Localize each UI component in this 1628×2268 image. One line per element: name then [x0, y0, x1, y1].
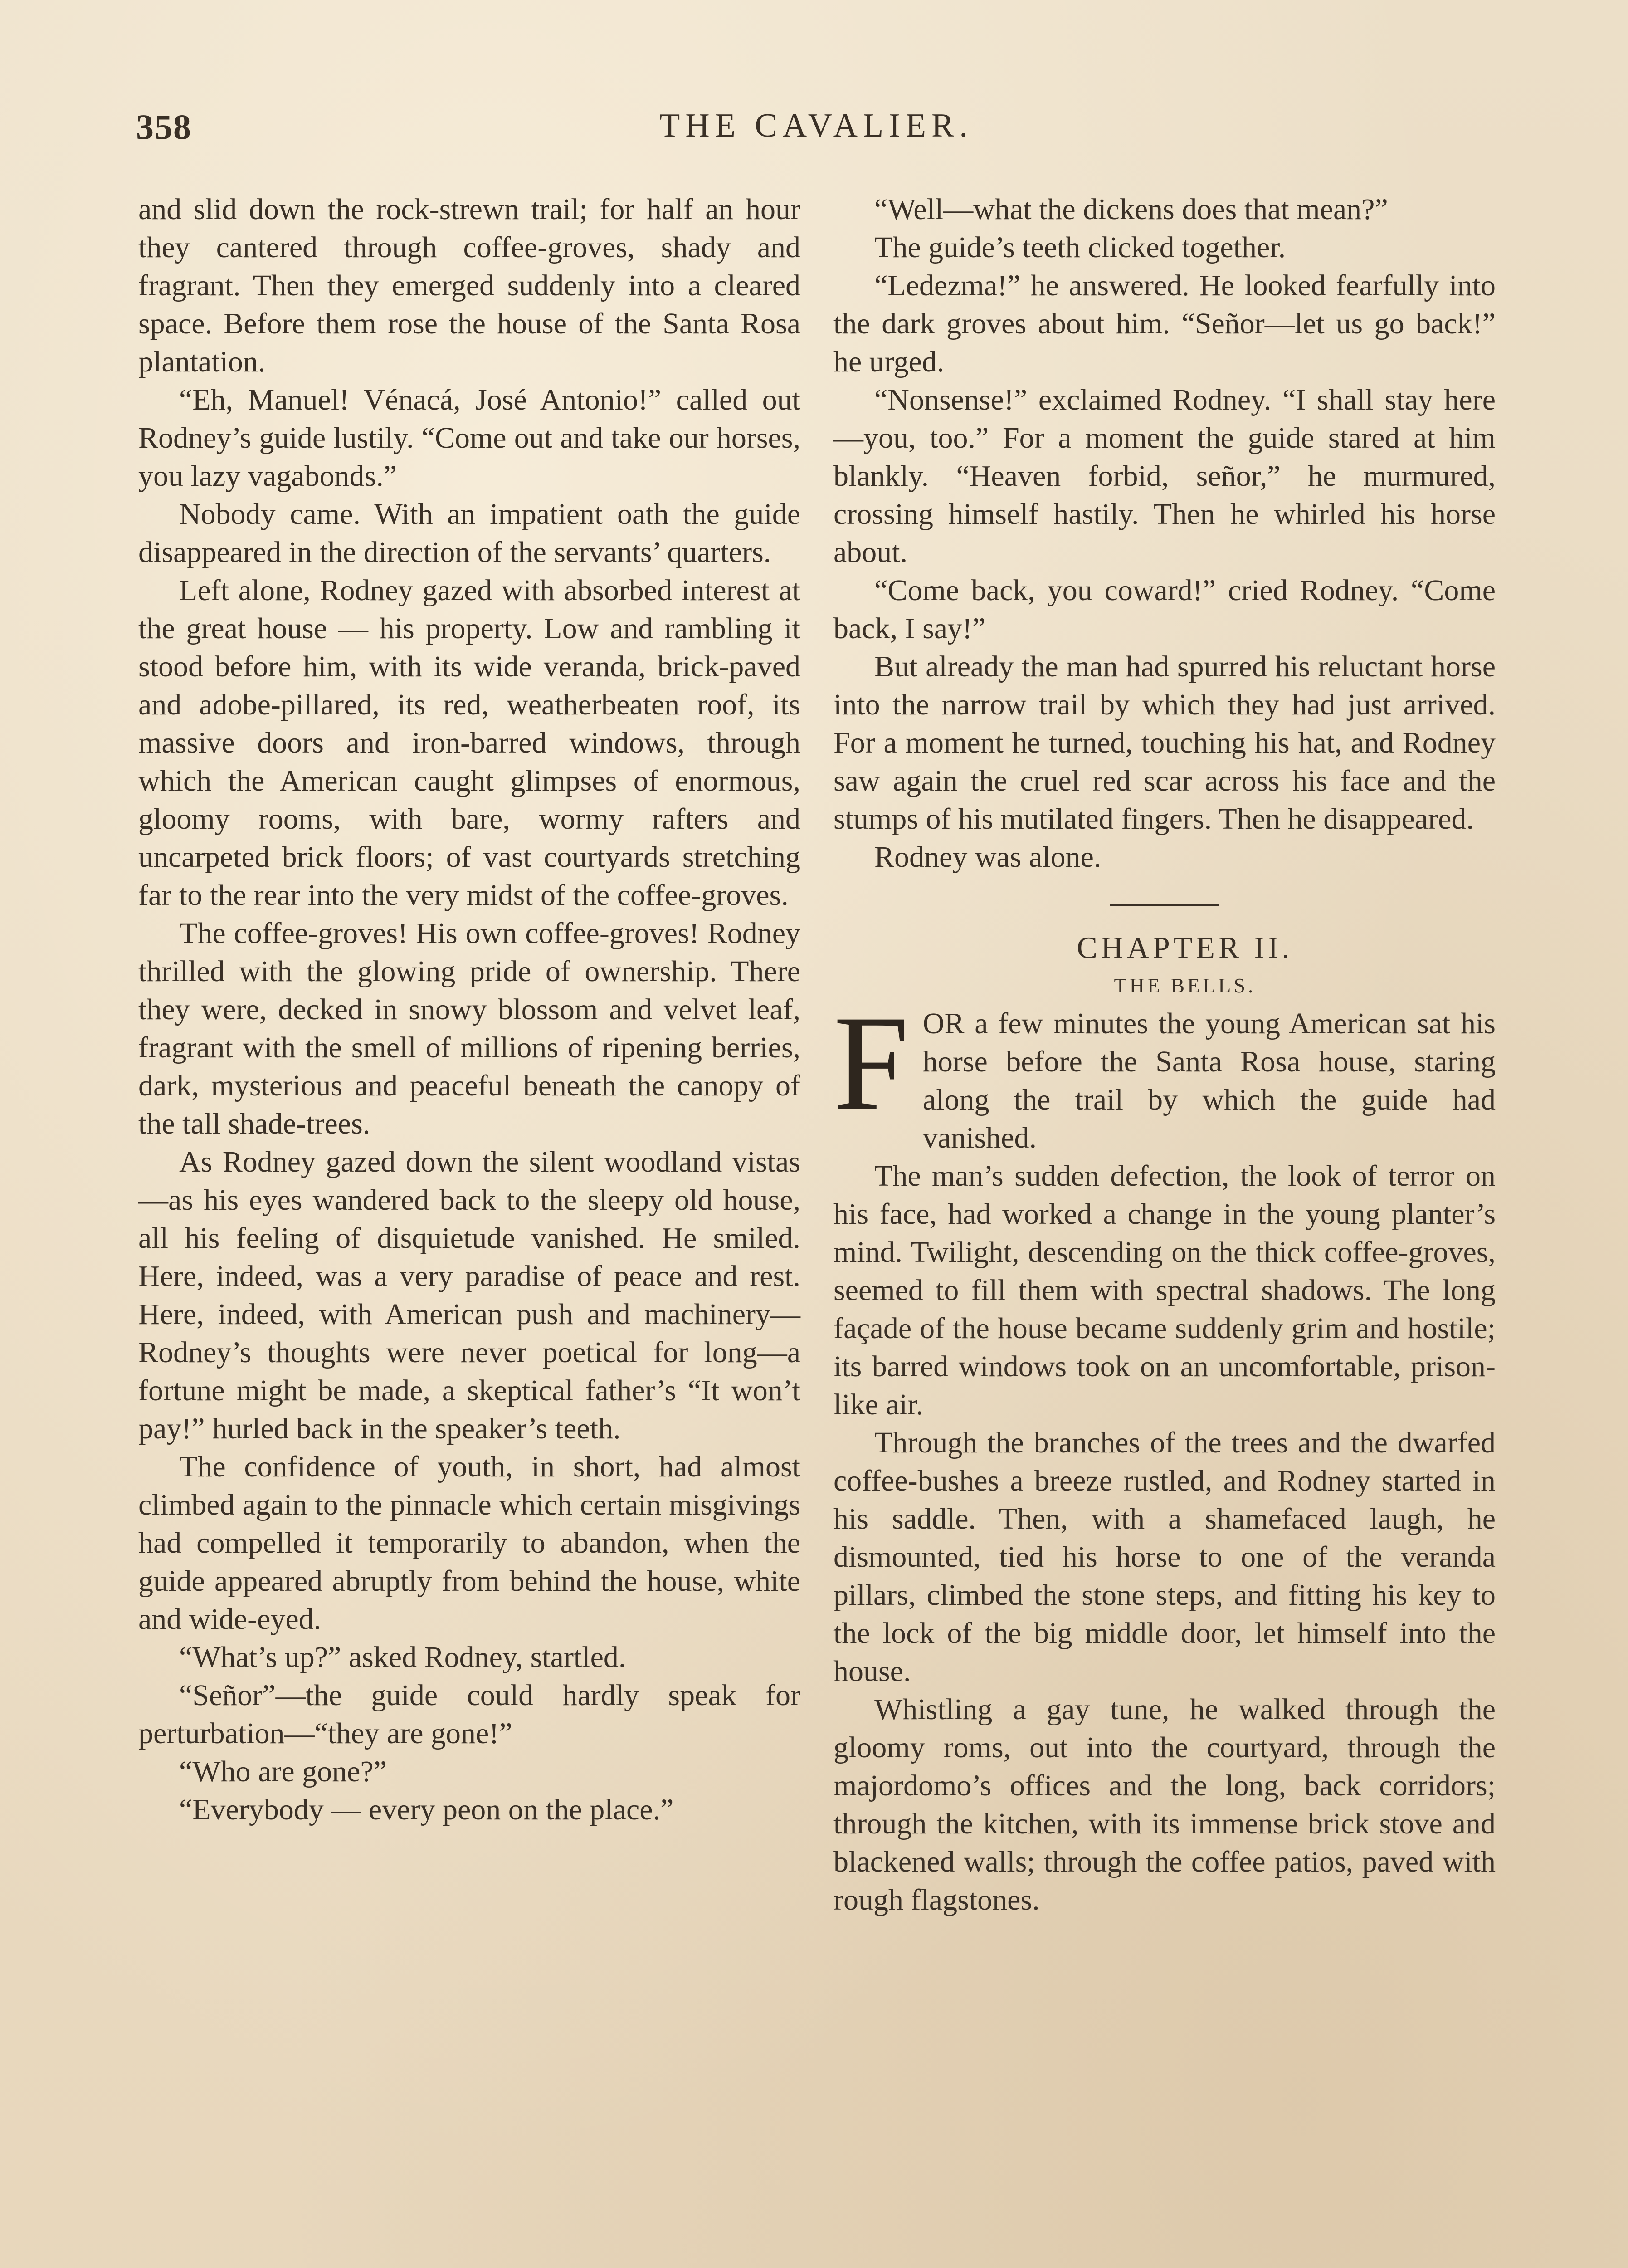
- paragraph: “Who are gone?”: [179, 1755, 387, 1788]
- opening-text: OR a few minutes the young American sat his horse before the Santa Rosa house, staring along the trail by which the guide had vanished.: [922, 1007, 1496, 1154]
- paragraph: The guide’s teeth clicked together.: [874, 231, 1286, 264]
- paragraph: and slid down the rock-strewn trail; for half an hour they cantered through coffee-groves, shady and fragrant. Then they emerged suddenly into a cleared space. Before them rose the house of the Santa Rosa plantation.: [138, 193, 800, 378]
- chapter-opening-paragraph: [833, 987, 1496, 1157]
- paragraph: Through the branches of the trees and the dwarfed coffee-bushes a breeze rustled, and Rodney started in his saddle. Then, with a shamefaced laugh, he dismounted, tied his horse to one of the veranda pillars, climbed the stone steps, and fitting his key to the lock of the big middle door, let himself into the house.: [833, 1426, 1496, 1688]
- paragraph: “Everybody — every peon on the place.”: [179, 1793, 674, 1826]
- paragraph: “Nonsense!” exclaimed Rodney. “I shall stay here—you, too.” For a moment the guide stared at him blankly. “Heaven forbid, señor,” he murmured, crossing himself hastily. Then he whirled his horse about.: [833, 383, 1496, 569]
- paragraph: The coffee-groves! His own coffee-groves! Rodney thrilled with the glowing pride of ownership. There they were, decked in snowy blossom and velvet leaf, fragrant with the smell of millions of ripening berries, dark, mysterious and peaceful beneath the canopy of the tall shade-trees.: [138, 917, 800, 1140]
- chapter-subtitle: THE BELLS.: [1114, 974, 1256, 997]
- paragraph: The confidence of youth, in short, had almost climbed again to the pinnacle which certain misgivings had compelled it temporarily to abandon, when the guide appeared abruptly from behind the house, white and wide-eyed.: [138, 1450, 800, 1636]
- paragraph: Rodney was alone.: [874, 841, 1102, 874]
- section-divider: [1110, 904, 1219, 906]
- drop-cap: F: [833, 987, 909, 1138]
- paragraph: The man’s sudden defection, the look of terror on his face, had worked a change in the young planter’s mind. Twilight, descending on the thick coffee-groves, seemed to fill them with spectral shadows. The long façade of the house became suddenly grim and hostile; its barred windows took on an uncomfortable, prison-like air.: [833, 1159, 1496, 1421]
- page-number: 358: [136, 107, 192, 147]
- paragraph: “Señor”—the guide could hardly speak for perturbation—“they are gone!”: [138, 1679, 800, 1750]
- paragraph: “Ledezma!” he answered. He looked fearfully into the dark groves about him. “Señor—let us go back!” he urged.: [833, 269, 1496, 378]
- paragraph: “Come back, you coward!” cried Rodney. “Come back, I say!”: [833, 574, 1496, 645]
- paragraph: Nobody came. With an impatient oath the guide disappeared in the direction of the servants’ quarters.: [138, 498, 800, 569]
- page-header: [136, 107, 1496, 156]
- chapter-title: CHAPTER II.: [1077, 930, 1293, 965]
- running-title: THE CAVALIER.: [659, 107, 973, 144]
- paragraph: Whistling a gay tune, he walked through the gloomy roms, out into the courtyard, through the majordomo’s offices and the long, back corridors; through the kitchen, with its immense brick stove and blackened walls; through the coffee patios, paved with rough flagstones.: [833, 1693, 1496, 1916]
- paragraph: Left alone, Rodney gazed with absorbed interest at the great house — his property. Low and rambling it stood before him, with its wide veranda, brick-paved and adobe-pillared, its red, weatherbeaten roof, its massive doors and iron-barred windows, through which the American caught glimpses of enormous, gloomy rooms, with bare, wormy rafters and uncarpeted brick floors; of vast courtyards stretching far to the rear into the very midst of the coffee-groves.: [138, 574, 800, 912]
- right-column: [833, 191, 1496, 1919]
- paragraph: “Well—what the dickens does that mean?”: [874, 193, 1388, 226]
- left-column: [138, 191, 800, 1829]
- paragraph: As Rodney gazed down the silent woodland vistas—as his eyes wandered back to the sleepy old house, all his feeling of disquietude vanished. He smiled. Here, indeed, was a very paradise of peace and rest. Here, indeed, with American push and machinery—Rodney’s thoughts were never poetical for long—a fortune might be made, a skeptical father’s “It won’t pay!” hurled back in the speaker’s teeth.: [138, 1145, 800, 1445]
- paragraph: But already the man had spurred his reluctant horse into the narrow trail by which they had just arrived. For a moment he turned, touching his hat, and Rodney saw again the cruel red scar across his face and the stumps of his mutilated fingers. Then he disappeared.: [833, 650, 1496, 836]
- paragraph: “Eh, Manuel! Vénacá, José Antonio!” called out Rodney’s guide lustily. “Come out and take our horses, you lazy vagabonds.”: [138, 383, 800, 493]
- paragraph: “What’s up?” asked Rodney, startled.: [179, 1641, 626, 1674]
